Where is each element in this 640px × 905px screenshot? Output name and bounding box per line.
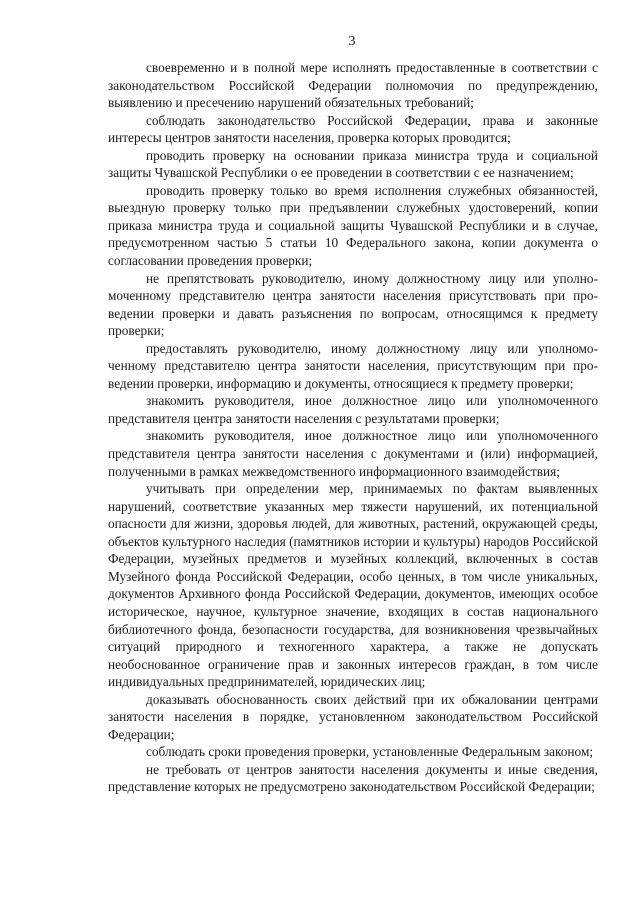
paragraph: проводить проверку на основании приказа министра труда и социальной защиты Чувашской Республики о ее проведении в соответствии с ее назначением;: [108, 147, 598, 181]
paragraph: не препятствовать руководителю, иному должностному лицу или уполномоченному представителю центра занятости населения присутствовать при проведении проверки и давать разъяснения по вопросам, относящимся к предмету проверки;: [108, 270, 598, 339]
paragraph: своевременно и в полной мере исполнять предоставленные в соответствии с законодательством Российской Федерации полномочия по предупреждению, выявлению и пресечению нарушений обязательных требований;: [108, 60, 598, 111]
paragraph: доказывать обоснованность своих действий при их обжаловании центрами занятости населения в порядке, установленном законодательством Российской Федерации;: [108, 691, 598, 742]
paragraph: проводить проверку только во время исполнения служебных обязанностей, выездную проверку только при предъявлении служебных удостоверений, копии приказа министра труда и социальной защиты Чувашской Республики и в случае, предусмотренном частью 5 статьи 10 Федерального закона, копии документа о согласовании проведения проверки;: [108, 182, 598, 269]
paragraph: соблюдать законодательство Российской Федерации, права и законные интересы центров занятости населения, проверка которых проводится;: [108, 112, 598, 146]
paragraph: соблюдать сроки проведения проверки, установленные Федеральным законом;: [146, 744, 594, 760]
paragraph: учитывать при определении мер, принимаемых по фактам выявленных нарушений, соответствие указанных мер тяжести нарушений, их потенциальной опасности для жизни, здоровья людей, для животных, растений, окружающей среды, объектов культурного наследия (памятников истории и культуры) народов Российской Федерации, музейных предметов и музейных коллекций, включенных в состав Музейного фонда Российской Федерации, особо ценных, в том числе уникальных, документов Архивного фонда Российской Федерации, документов, имеющих особое историческое, научное, культурное значение, входящих в состав национального библиотечного фонда, безопасности государства, для возникновения чрезвычайных ситуаций природного и техногенного характера, а также не допускать необоснованное ограничение прав и законных интересов граждан, в том числе индивидуальных предпринимателей, юридических лиц;: [108, 481, 598, 690]
paragraph: не требовать от центров занятости населения документы и иные сведения, представление которых не предусмотрено законодательством Российской Федерации;: [108, 761, 598, 795]
page-number: 3: [348, 34, 356, 49]
paragraph: предоставлять руководителю, иному должностному лицу или уполномоченному представителю центра занятости населения, присутствующим при проведении проверки, информацию и документы, относящиеся к предмету проверки;: [108, 340, 598, 391]
paragraph: знакомить руководителя, иное должностное лицо или уполномоченного представителя центра занятости населения с документами и (или) информацией, полученными в рамках межведомственного информационного взаимодействия;: [108, 428, 598, 479]
document-body: [108, 59, 598, 796]
paragraph: знакомить руководителя, иное должностное лицо или уполномоченного представителя центра занятости населения с результатами проверки;: [108, 393, 598, 426]
